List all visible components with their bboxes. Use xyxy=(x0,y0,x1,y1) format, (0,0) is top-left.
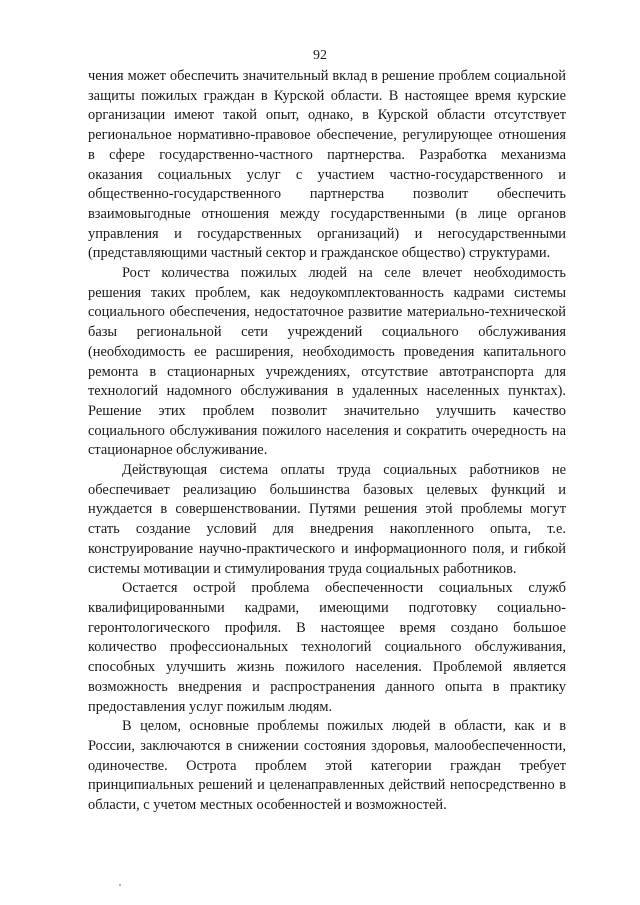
scan-artifact xyxy=(119,884,121,886)
page-number: 92 xyxy=(313,48,327,63)
paragraph-3: Действующая система оплаты труда социальных работников не обеспечивает реализацию большинства базовых целевых функций и нуждается в совершенствовании. Путями решения этой проблемы могут стать создание условий для внедрения накопленного опыта, т.е. конструирование научно-практического и информационного поля, и гибкой системы мотивации и стимулирования труда социальных работников. xyxy=(88,462,566,577)
paragraph-5: В целом, основные проблемы пожилых людей в области, как и в России, заключаются в снижении состояния здоровья, малообеспеченности, одиночестве. Острота проблем этой категории граждан требует принципиальных решений и целенаправленных действий непосредственно в области, с учетом местных особенностей и возможностей. xyxy=(88,718,566,814)
paragraph-1: чения может обеспечить значительный вклад в решение проблем социальной защиты пожилых граждан в Курской области. В настоящее время курские организации имеют такой опыт, однако, в Курской области отсутствует региональное нормативно-правовое обеспечение, регулирующее отношения в сфере государственно-частного партнерства. Разработка механизма оказания социальных услуг с участием частно-государственного и общественно-государственного партнерства позволит обеспечить взаимовыгодные отношения между государственными (в лице органов управления и государственных организаций) и негосударственными (представляющими частный сектор и гражданское общество) структурами. xyxy=(88,68,566,262)
paragraph-4: Остается острой проблема обеспеченности социальных служб квалифицированными кадрами, имеющими подготовку социально-геронтологического профиля. В настоящее время создано большое количество профессиональных технологий социального обслуживания, способных улучшить жизнь пожилого населения. Проблемой является возможность внедрения и распространения данного опыта в практику предоставления услуг пожилым людям. xyxy=(88,580,566,715)
body-text xyxy=(88,67,566,816)
paragraph-2: Рост количества пожилых людей на селе влечет необходимость решения таких проблем, как недоукомплектованность кадрами системы социального обеспечения, недостаточное развитие материально-технической базы региональной сети учреждений социального обслуживания (необходимость ее расширения, необходимость проведения капитального ремонта в стационарных учреждениях, отсутствие автотранспорта для технологий надомного обслуживания в удаленных населенных пунктах). Решение этих проблем позволит значительно улучшить качество социального обслуживания пожилого населения и сократить очередность на стационарное обслуживание. xyxy=(88,265,566,459)
